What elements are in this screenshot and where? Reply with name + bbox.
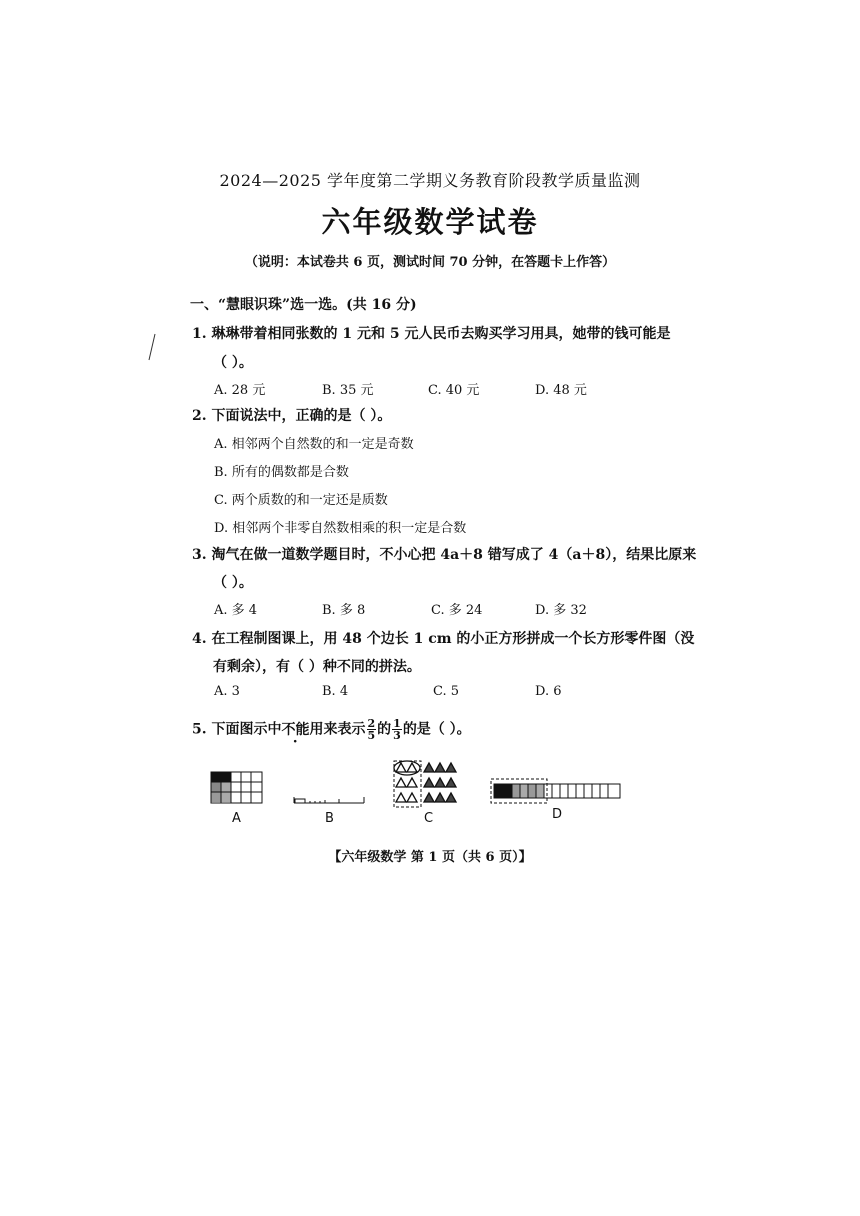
figure-a-grid xyxy=(210,771,264,805)
q3-option-c: C. 多 24 xyxy=(431,603,483,618)
fraction-one-third xyxy=(392,718,402,741)
fraction-denominator: 3 xyxy=(393,729,401,742)
figure-d-label: D xyxy=(552,807,563,822)
exam-title: 六年级数学试卷 xyxy=(321,205,539,239)
q5-suffix: 的是（ ）。 xyxy=(402,721,471,738)
q4-option-a: A. 3 xyxy=(214,684,240,699)
figure-c-triangles xyxy=(393,760,465,810)
q3-option-b: B. 多 8 xyxy=(322,603,366,618)
q1-option-a: A. 28 元 xyxy=(214,383,266,398)
q5-middle: 用来表示 xyxy=(309,721,366,738)
q5-emphasis: 不能 xyxy=(281,721,310,738)
q3-stem-line2: （ ）。 xyxy=(213,575,253,591)
q1-stem-line2: （ ）。 xyxy=(213,355,253,371)
q2-option-b: B. 所有的偶数都是合数 xyxy=(214,465,349,480)
figure-a-label: A xyxy=(232,811,241,826)
q2-option-a: A. 相邻两个自然数的和一定是奇数 xyxy=(214,437,414,452)
q3-option-d: D. 多 32 xyxy=(535,603,587,618)
q4-option-c: C. 5 xyxy=(433,684,460,699)
q5-stem xyxy=(192,718,471,741)
figure-b-segment xyxy=(292,794,366,806)
pen-mark xyxy=(147,333,157,361)
figure-c-label: C xyxy=(424,811,434,826)
q4-option-b: B. 4 xyxy=(322,684,349,699)
q4-stem-line1: 4. 在工程制图课上，用 48 个边长 1 cm 的小正方形拼成一个长方形零件图（没 xyxy=(192,631,695,647)
q4-stem-line2: 有剩余），有（ ）种不同的拼法。 xyxy=(213,659,421,675)
q2-stem: 2. 下面说法中，正确的是（ ）。 xyxy=(192,408,392,424)
q5-de: 的 xyxy=(377,721,392,738)
page-footer: 【六年级数学 第 1 页（共 6 页）】 xyxy=(328,850,532,865)
q1-option-d: D. 48 元 xyxy=(535,383,587,398)
q1-option-c: C. 40 元 xyxy=(428,383,480,398)
q1-option-b: B. 35 元 xyxy=(322,383,374,398)
figure-b-label: B xyxy=(325,811,334,826)
section-heading: 一、“慧眼识珠”选一选。(共 16 分) xyxy=(190,297,417,313)
fraction-numerator: 1 xyxy=(393,717,401,730)
q3-option-a: A. 多 4 xyxy=(214,603,258,618)
fraction-two-fifths xyxy=(367,718,377,741)
q2-option-d: D. 相邻两个非零自然数相乘的积一定是合数 xyxy=(214,521,467,536)
q2-option-c: C. 两个质数的和一定还是质数 xyxy=(214,493,388,508)
fraction-denominator: 5 xyxy=(367,729,376,742)
q3-stem-line1: 3. 淘气在做一道数学题目时，不小心把 4a＋8 错写成了 4（a＋8），结果比原来 xyxy=(192,547,697,563)
figure-d-strip xyxy=(490,777,624,805)
exam-note: （说明：本试卷共 6 页，测试时间 70 分钟，在答题卡上作答） xyxy=(244,255,616,270)
q1-stem-line1: 1. 琳琳带着相同张数的 1 元和 5 元人民币去购买学习用具，她带的钱可能是 xyxy=(192,326,671,342)
q4-option-d: D. 6 xyxy=(535,684,562,699)
q5-prefix: 5. 下面图示中 xyxy=(192,721,282,738)
exam-subtitle: 2024—2025 学年度第二学期义务教育阶段教学质量监测 xyxy=(219,171,641,190)
fraction-numerator: 2 xyxy=(367,717,376,730)
